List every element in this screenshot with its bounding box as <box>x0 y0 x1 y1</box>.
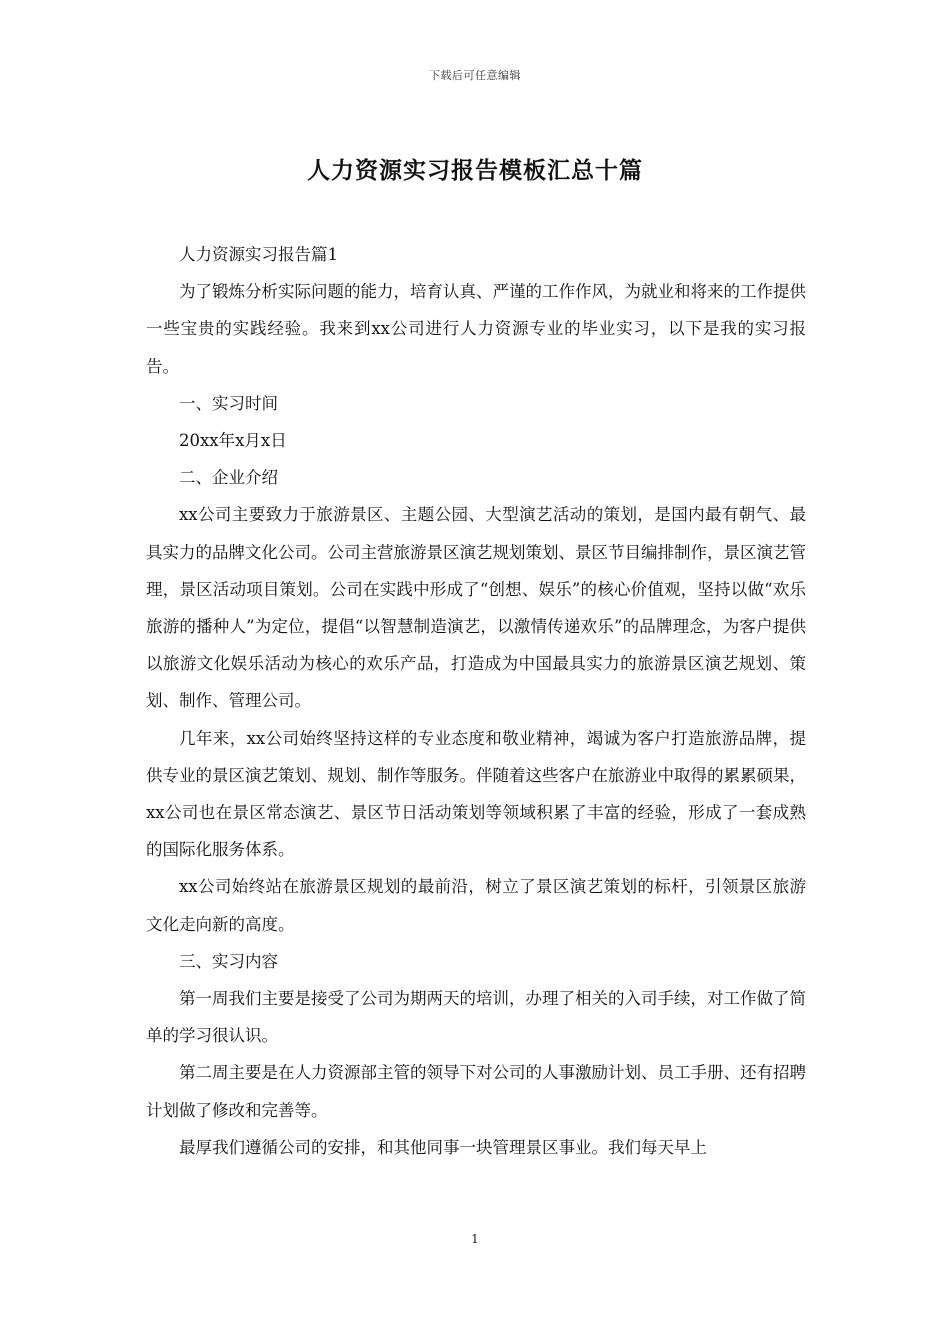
company-intro-paragraph: xx公司主要致力于旅游景区、主题公园、大型演艺活动的策划，是国内最有朝气、最具实力的品牌文化公司。公司主营旅游景区演艺规划策划、景区节目编排制作，景区演艺管理，景区活动项目策划。公司在实践中形成了“创想、娱乐”的核心价值观，坚持以做“欢乐旅游的播种人”为定位，提倡“以智慧制造演艺，以激情传递欢乐”的品牌理念，为客户提供以旅游文化娱乐活动为核心的欢乐产品，打造成为中国最具实力的旅游景区演艺规划、策划、制作、管理公司。 <box>146 505 806 711</box>
final-weeks-paragraph: 最厚我们遵循公司的安排，和其他同事一块管理景区事业。我们每天早上 <box>179 1137 707 1157</box>
section-heading-company-intro: 二、企业介绍 <box>179 468 278 488</box>
company-position-paragraph: xx公司始终站在旅游景区规划的最前沿，树立了景区演艺策划的标杆，引领景区旅游文化走向新的高度。 <box>146 877 806 934</box>
week-one-paragraph: 第一周我们主要是接受了公司为期两天的培训，办理了相关的入司手续，对工作做了简单的学习很认识。 <box>146 989 806 1046</box>
document-title: 人力资源实习报告模板汇总十篇 <box>307 157 643 184</box>
header-note: 下载后可任意编辑 <box>429 69 521 82</box>
section-heading-internship-content: 三、实习内容 <box>179 951 278 971</box>
intro-paragraph: 为了锻炼分析实际问题的能力，培育认真、严谨的工作作风，为就业和将来的工作提供一些宝贵的实践经验。我来到xx公司进行人力资源专业的毕业实习，以下是我的实习报告。 <box>146 282 806 376</box>
company-history-paragraph: 几年来，xx公司始终坚持这样的专业态度和敬业精神，竭诚为客户打造旅游品牌，提供专业的景区演艺策划、规划、制作等服务。伴随着这些客户在旅游业中取得的累累硕果，xx公司也在景区常态演艺、景区节日活动策划等领域积累了丰富的经验，形成了一套成熟的国际化服务体系。 <box>146 728 806 860</box>
internship-date: 20xx年x月x日 <box>179 431 287 451</box>
document-body <box>146 236 806 1166</box>
week-two-paragraph: 第二周主要是在人力资源部主管的领导下对公司的人事激励计划、员工手册、还有招聘计划做了修改和完善等。 <box>146 1063 806 1120</box>
section-heading-part-1: 人力资源实习报告篇1 <box>179 245 338 264</box>
section-heading-internship-time: 一、实习时间 <box>179 393 278 413</box>
page-number: 1 <box>471 1232 479 1246</box>
